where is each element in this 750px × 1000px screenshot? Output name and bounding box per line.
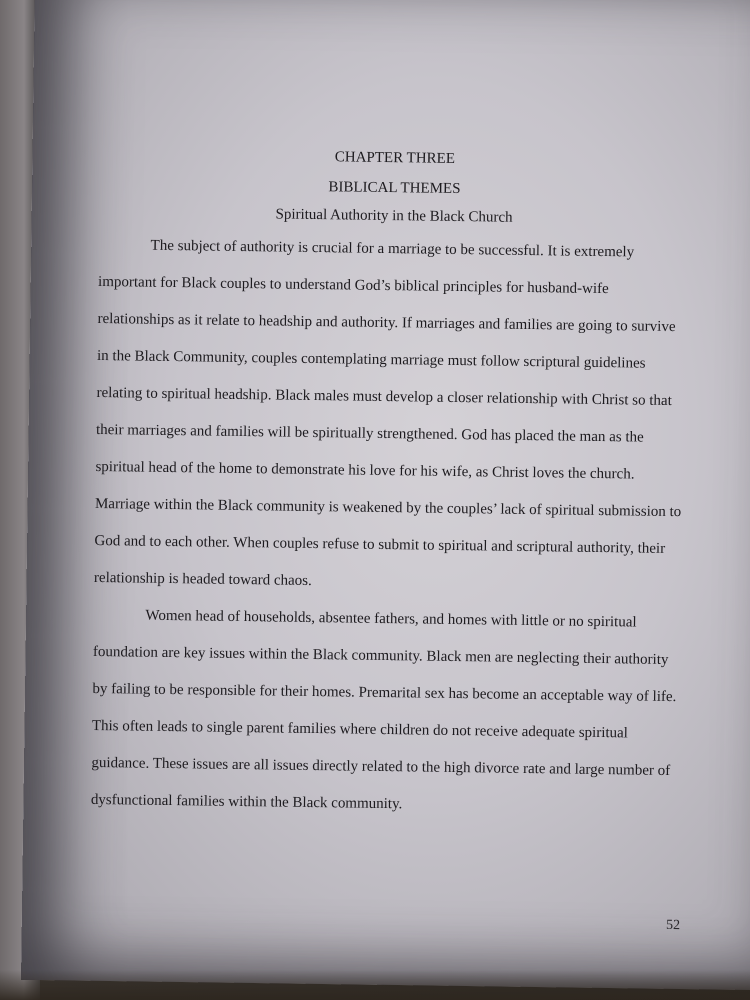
chapter-title: BIBLICAL THEMES (328, 179, 461, 198)
body-paragraph-2: Women head of households, absentee fathers, and homes with little or no spiritual foundation are key issues within the Black community. Black men are neglecting their authority by failing to be responsible for their homes. Premarital sex has become an acceptable way of life. This often leads to single parent families where children do not receive adequate spiritual guidance. These issues are all issues directly related to the high divorce rate and large number of dysfunctional families within the Black community. (90, 607, 677, 813)
page-content (91, 146, 690, 827)
section-subtitle: Spiritual Authority in the Black Church (275, 206, 513, 226)
body-paragraph-1: The subject of authority is crucial for a marriage to be successful. It is extremely important for Black couples to understand God’s biblical principles for husband-wife relationships as it relate to headship and authority. If marriages and families are going to survive in the Black Community, couples contemplating marriage must follow scriptural guidelines relating to spiritual headship. Black males must develop a closer relationship with Christ so that their marriages and families will be spiritually strengthened. God has placed the man as the spiritual head of the home to demonstrate his love for his wife, as Christ loves the church. Marriage within the Black community is weakened by the couples’ lack of spiritual submission to God and to each other. When couples refuse to submit to spiritual and scriptural authority, their relationship is headed toward chaos. (93, 237, 682, 589)
page-number: 52 (665, 917, 681, 934)
table-edge-shadow (0, 970, 750, 1000)
chapter-heading: CHAPTER THREE (334, 149, 456, 167)
